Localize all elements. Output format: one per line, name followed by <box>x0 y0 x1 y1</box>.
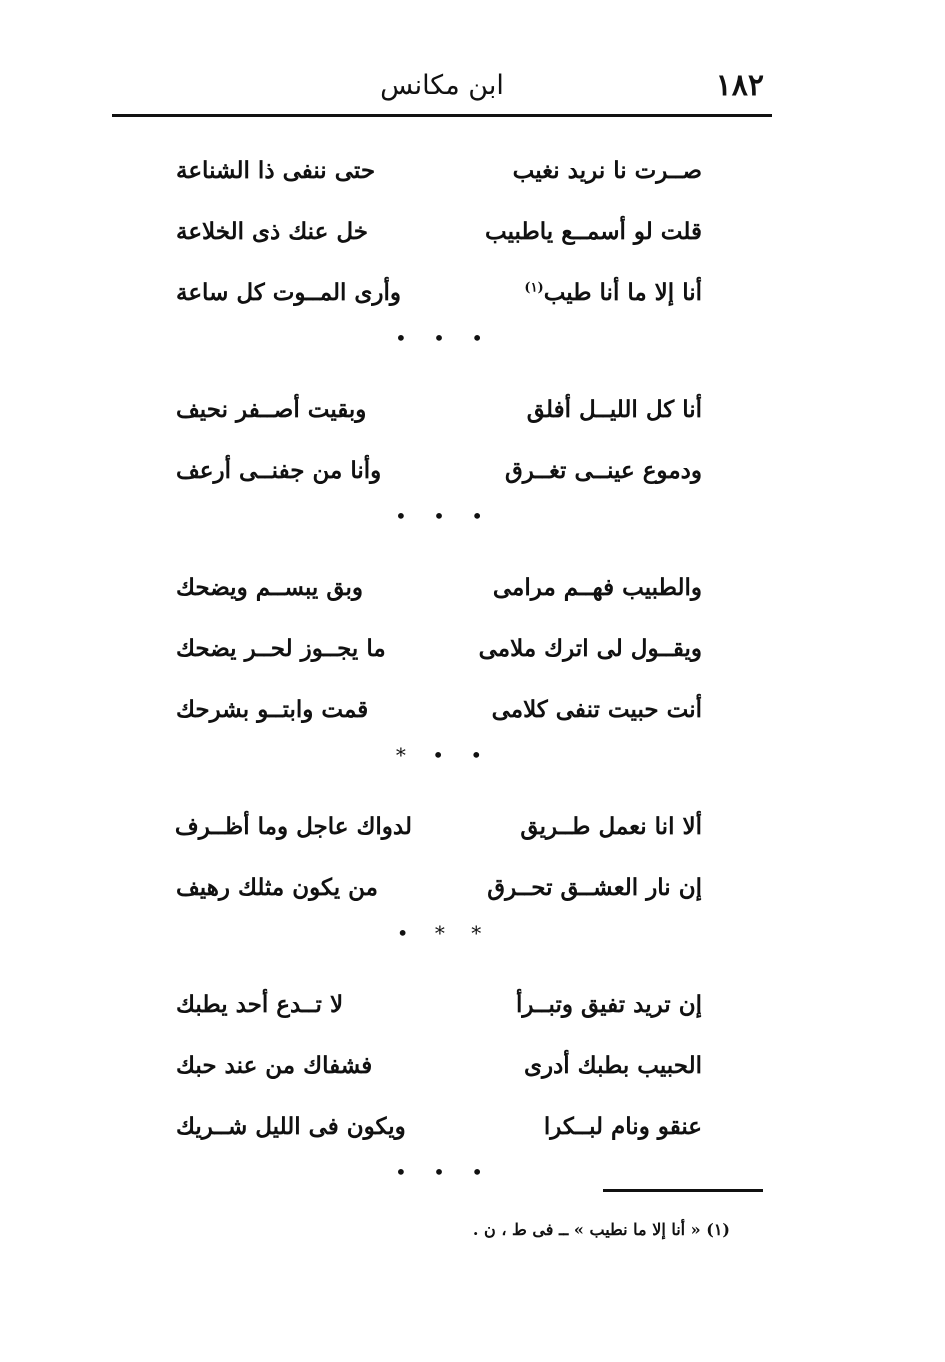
stanza-separator: * • • <box>395 743 493 767</box>
second-hemistich: وأرى المــوت كل ساعة <box>176 279 402 306</box>
second-hemistich: فشفاك من عند حبك <box>176 1052 373 1079</box>
second-hemistich: وبقيت أصــفر نحيف <box>176 396 367 423</box>
first-hemistich: إن تريد تفيق وتبــرأ <box>515 991 702 1018</box>
stanza-separator: • • • <box>394 1160 494 1184</box>
second-hemistich: خل عنك ذى الخلاعة <box>176 218 368 245</box>
page-header <box>112 62 772 114</box>
first-hemistich: عنقو ونام لبــكرا <box>543 1113 702 1140</box>
first-hemistich: ودموع عينــى تغــرق <box>504 457 702 484</box>
stanza <box>176 557 702 796</box>
second-hemistich: لدواك عاجل وما أظــرف <box>174 813 412 840</box>
stanza <box>176 974 702 1213</box>
second-hemistich: قمت وابتــو بشرحك <box>176 696 369 723</box>
footnote-rule <box>603 1189 763 1192</box>
second-hemistich: ما يجــوز لحــر يضحك <box>176 635 386 662</box>
verse-line <box>176 262 702 323</box>
second-hemistich: وبق يبســم ويضحك <box>176 574 364 601</box>
verse-line <box>176 557 702 618</box>
page-number: ١٨٢ <box>715 68 764 103</box>
header-rule <box>112 114 772 117</box>
verse-line <box>176 974 702 1035</box>
stanza-separator: • • • <box>394 504 494 528</box>
first-hemistich: أنا كل الليــل أفلق <box>526 396 702 423</box>
second-hemistich: من يكون مثلك رهيف <box>176 874 378 901</box>
second-hemistich: حتى ننفى ذا الشناعة <box>176 157 376 184</box>
second-hemistich: ويكون فى الليل شــريك <box>176 1113 406 1140</box>
hemistich-text: أنا إلا ما أنا طيب <box>543 279 702 306</box>
verse-line <box>176 1035 702 1096</box>
verse-line <box>176 618 702 679</box>
first-hemistich: إن نار العشــق تحــرق <box>487 874 702 901</box>
verse-line <box>176 796 702 857</box>
first-hemistich <box>466 279 702 306</box>
verse-line <box>176 1096 702 1157</box>
verse-line <box>176 857 702 918</box>
footnote: (١) « أنا إلا ما نطيب » ــ فى ط ، ن . <box>472 1220 730 1239</box>
first-hemistich: أنت حبيت تنفى كلامى <box>491 696 702 723</box>
verse-line <box>176 440 702 501</box>
first-hemistich: والطبيب فهــم مرامى <box>492 574 702 601</box>
stanza <box>176 796 702 974</box>
verse-line <box>176 679 702 740</box>
poem-body <box>176 140 702 1213</box>
first-hemistich: ألا انا نعمل طــريق <box>520 813 702 840</box>
stanza <box>176 140 702 379</box>
first-hemistich: صــرت نا نريد نغيب <box>512 157 702 184</box>
verse-line <box>176 201 702 262</box>
first-hemistich: الحبيب بطبك أدرى <box>523 1052 702 1079</box>
verse-line <box>176 379 702 440</box>
first-hemistich: قلت لو أسمــع ياطبيب <box>485 218 702 245</box>
first-hemistich: ويقــول لى اترك ملامى <box>478 635 702 662</box>
stanza-separator: • • • <box>394 326 494 350</box>
second-hemistich: وأنا من جفنــى أرعف <box>176 457 382 484</box>
second-hemistich: لا تــدع أحد يطبك <box>176 991 344 1018</box>
stanza-separator: • * * <box>396 921 492 945</box>
running-title: ابن مكانس <box>380 70 504 101</box>
verse-line <box>176 140 702 201</box>
footnote-marker: (١) <box>524 280 544 296</box>
stanza <box>176 379 702 557</box>
